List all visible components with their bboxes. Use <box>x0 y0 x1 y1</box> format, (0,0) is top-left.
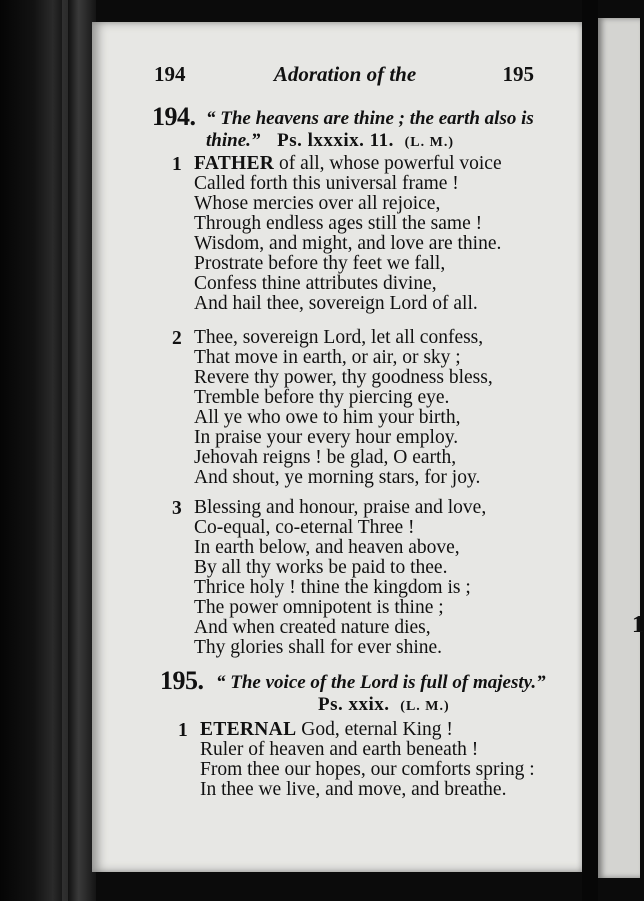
verse-line: ETERNAL God, eternal King ! <box>200 719 453 740</box>
hymn-number: 195. <box>160 666 204 695</box>
verse-line: In earth below, and heaven above, <box>194 537 460 558</box>
verse-line: Confess thine attributes divine, <box>194 273 437 294</box>
verse-line: Wisdom, and might, and love are thine. <box>194 233 502 254</box>
verse-line: Thy glories shall for ever shine. <box>194 637 443 658</box>
binding-stripe <box>62 0 68 901</box>
facing-page-edge <box>598 18 640 878</box>
verse-line: Ruler of heaven and earth beneath ! <box>200 739 479 760</box>
epigraph-quote-line: “ The heavens are thine ; the earth also is <box>206 108 534 129</box>
hymn-epigraph <box>206 108 546 154</box>
hymn-epigraph <box>216 672 556 718</box>
verse-line: From thee our hopes, our comforts spring : <box>200 759 535 780</box>
verse-line: Through endless ages still the same ! <box>194 213 483 234</box>
verse-line: That move in earth, or air, or sky ; <box>194 347 461 368</box>
stanza-number: 3 <box>172 498 182 519</box>
first-word: FATHER <box>194 153 275 174</box>
verse-line: Called forth this universal frame ! <box>194 173 459 194</box>
page-number-right: 195 <box>502 62 534 86</box>
running-head <box>150 62 540 86</box>
verse-line: Thrice holy ! thine the kingdom is ; <box>194 577 471 598</box>
hymn-number: 194. <box>152 102 196 131</box>
page-gutter <box>582 0 598 901</box>
verse-line: The power omnipotent is thine ; <box>194 597 444 618</box>
verse-line: In praise your every hour employ. <box>194 427 459 448</box>
stanza-number: 1 <box>178 720 188 741</box>
epigraph-quote-end: thine.” <box>206 130 261 151</box>
verse-line: Whose mercies over all rejoice, <box>194 193 441 214</box>
verse-line: All ye who owe to him your birth, <box>194 407 461 428</box>
book-binding-left <box>0 0 96 901</box>
verse-line: And shout, ye morning stars, for joy. <box>194 467 481 488</box>
verse-line: Blessing and honour, praise and love, <box>194 497 487 518</box>
stanza-number: 1 <box>172 154 182 175</box>
verse-line: Thee, sovereign Lord, let all confess, <box>194 327 484 348</box>
verse-line: Prostrate before thy feet we fall, <box>194 253 446 274</box>
epigraph-quote-line: “ The voice of the Lord is full of majesty.” <box>216 672 546 693</box>
verse-line: Revere thy power, thy goodness bless, <box>194 367 493 388</box>
facing-page-mark: 1 <box>632 612 644 638</box>
scripture-reference: Ps. xxix. <box>318 694 390 715</box>
verse-line: In thee we live, and move, and breathe. <box>200 779 507 800</box>
stanza-number: 2 <box>172 328 182 349</box>
verse-line: Jehovah reigns ! be glad, O earth, <box>194 447 457 468</box>
hymn-meter: (L. M.) <box>400 699 450 714</box>
page-title: Adoration of the <box>273 62 417 86</box>
verse-line: And hail thee, sovereign Lord of all. <box>194 293 478 314</box>
first-word: ETERNAL <box>200 719 297 740</box>
verse-line: By all thy works be paid to thee. <box>194 557 448 578</box>
page-number-left: 194 <box>154 62 186 86</box>
verse-line: And when created nature dies, <box>194 617 431 638</box>
hymn-meter: (L. M.) <box>404 135 455 150</box>
verse-line: Co-equal, co-eternal Three ! <box>194 517 415 538</box>
verse-line: FATHER of all, whose powerful voice <box>194 153 502 174</box>
scripture-reference: Ps. lxxxix. 11. <box>277 130 394 151</box>
verse-line: Tremble before thy piercing eye. <box>194 387 450 408</box>
